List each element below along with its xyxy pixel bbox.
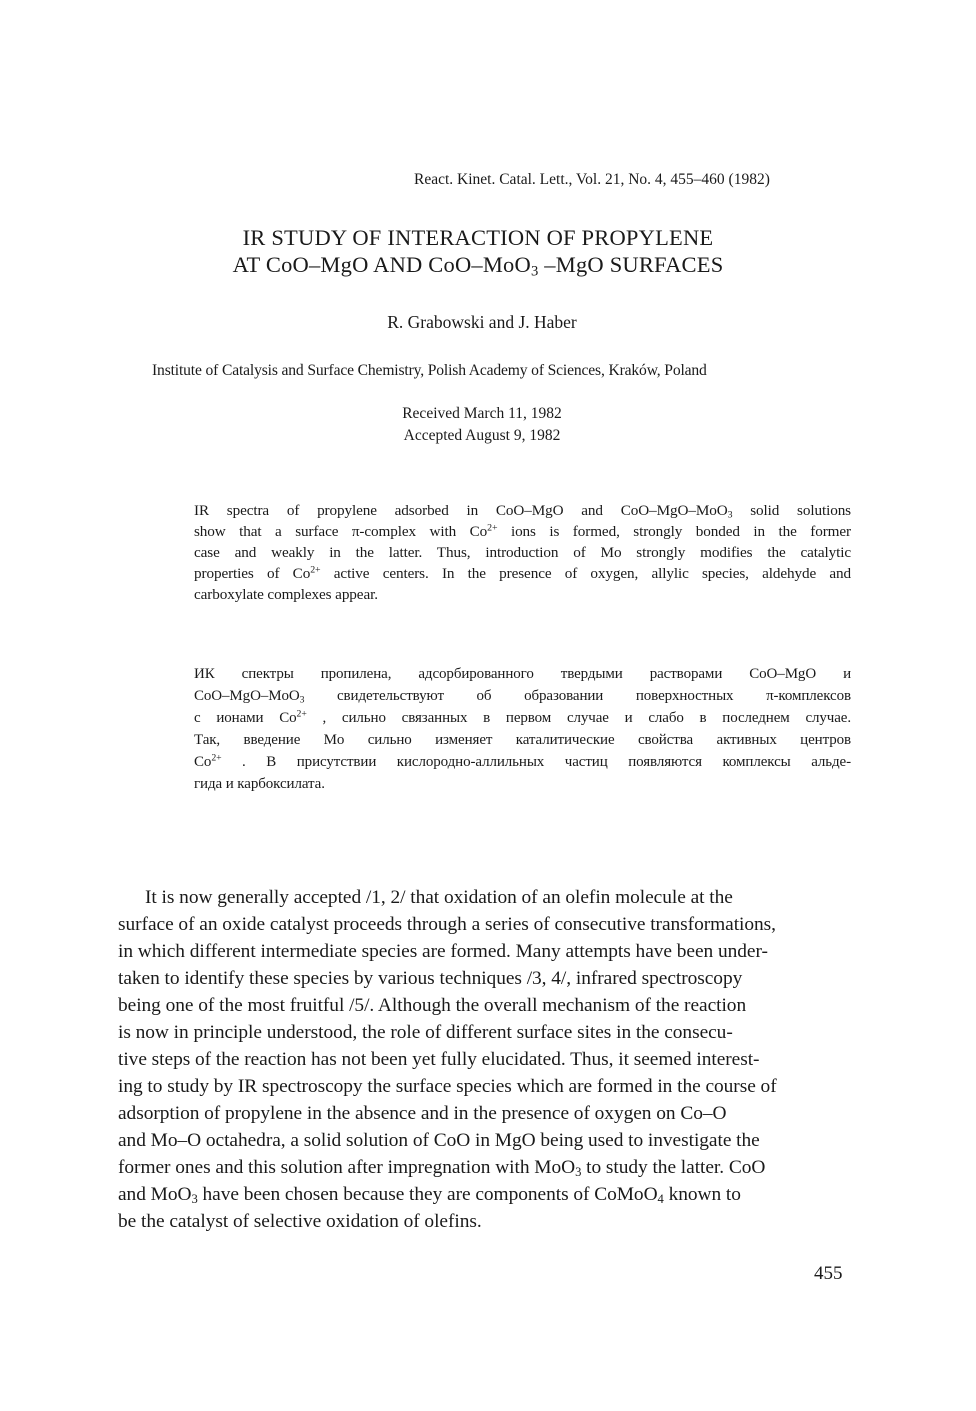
abstract-line: CoO–MgO–MoO$_3$ свидетельствуют об образовании поверхностных π-комплексов — [194, 688, 851, 706]
abstract-line: show that a surface π-complex with $Co^{2+}$ ions is formed, strongly bonded in the former — [194, 522, 851, 540]
authors: R. Grabowski and J. Haber — [387, 312, 577, 332]
abstract-line: ИК спектры пропилена, адсорбированного твердыми растворами CoO–MgO и — [194, 666, 851, 682]
abstract-line: гида и карбоксилата. — [194, 776, 325, 792]
journal-citation: React. Kinet. Catal. Lett., Vol. 21, No. 4, 455–460 (1982) — [414, 171, 770, 188]
body-line: former ones and this solution after impregnation with MoO$_3$ to study the latter. CoO — [118, 1157, 766, 1180]
body-line: and MoO$_3$ have been chosen because they are components of CoMoO$_4$ known to — [118, 1184, 741, 1207]
body-line: surface of an oxide catalyst proceeds through a series of consecutive transformations, — [118, 914, 776, 935]
body-line: being one of the most fruitful /5/. Although the overall mechanism of the reaction — [118, 995, 747, 1016]
title-text: AT CoO–MgO AND CoO–MoO — [232, 252, 531, 277]
abstract-line: case and weakly in the latter. Thus, introduction of Mo strongly modifies the catalytic — [194, 544, 851, 561]
affiliation: Institute of Catalysis and Surface Chemistry, Polish Academy of Sciences, Kraków, Poland — [152, 362, 707, 379]
body-line: adsorption of propylene in the absence and in the presence of oxygen on Co–O — [118, 1103, 727, 1124]
abstract-line: $Co^{2+}$ . В присутствии кислородно-аллильных частиц появляются комплексы альде- — [194, 752, 851, 770]
body-line: It is now generally accepted /1, 2/ that oxidation of an olefin molecule at the — [145, 887, 733, 908]
body-line: ing to study by IR spectroscopy the surface species which are formed in the course of — [118, 1076, 777, 1097]
abstract-line: carboxylate complexes appear. — [194, 586, 378, 603]
title-line-1: IR STUDY OF INTERACTION OF PROPYLENE — [242, 225, 714, 250]
abstract-line: IR spectra of propylene adsorbed in CoO–MgO and CoO–MgO–MoO$_3$ solid solutions — [194, 502, 851, 521]
abstract-line: properties of $Co^{2+}$ active centers. In the presence of oxygen, allylic species, aldehyde and — [194, 564, 851, 582]
body-line: tive steps of the reaction has not been yet fully elucidated. Thus, it seemed interest- — [118, 1049, 760, 1070]
received-date: Received March 11, 1982 — [402, 405, 562, 422]
body-line: taken to identify these species by various techniques /3, 4/, infrared spectroscopy — [118, 968, 743, 989]
subscript: 3 — [530, 263, 539, 280]
page-number: 455 — [814, 1263, 843, 1284]
body-line: in which different intermediate species are formed. Many attempts have been under- — [118, 941, 768, 962]
abstract-line: Так, введение Mo сильно изменяет каталитические свойства активных центров — [194, 732, 851, 748]
accepted-date: Accepted August 9, 1982 — [403, 427, 561, 444]
abstract-line: с ионами $Co^{2+}$ , сильно связанных в первом случае и слабо в последнем случае. — [194, 708, 852, 726]
body-line: is now in principle understood, the role of different surface sites in the consecu- — [118, 1022, 733, 1043]
title-text: –MgO SURFACES — [538, 252, 724, 277]
body-line: and Mo–O octahedra, a solid solution of CoO in MgO being used to investigate the — [118, 1130, 760, 1151]
title-line-2 — [0, 251, 966, 278]
body-line: be the catalyst of selective oxidation of olefins. — [118, 1211, 482, 1232]
